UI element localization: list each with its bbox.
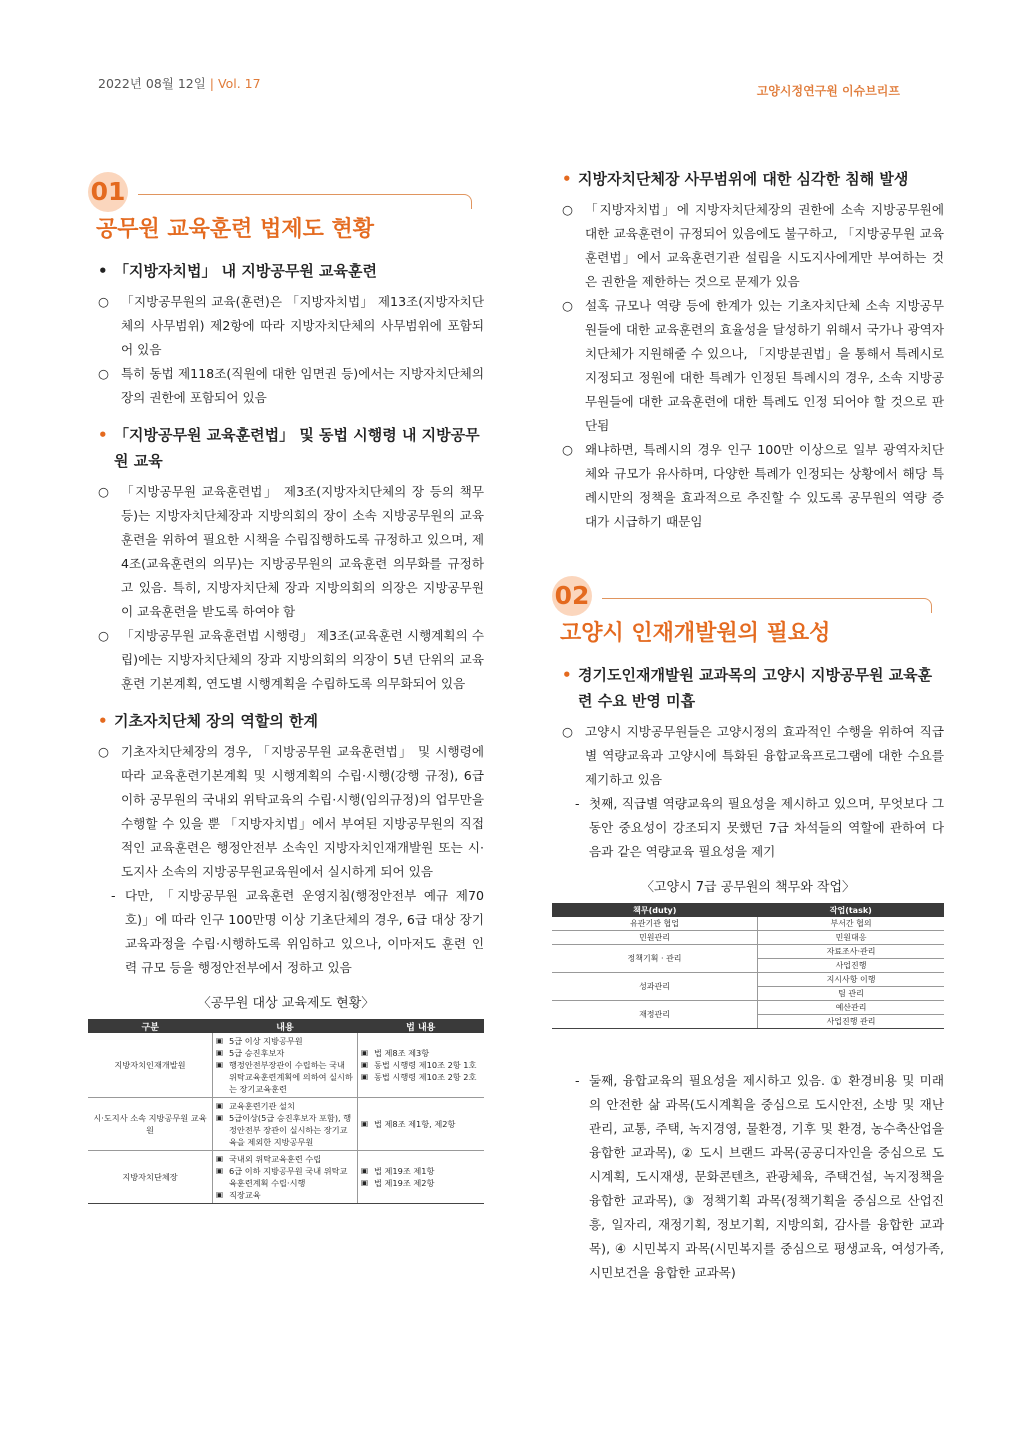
- table-cell: ▣ 법 제8조 제3항 ▣ 동법 시행령 제10조 2항 1호 ▣ 동법 시행령 제10조 2항 2호: [358, 1033, 485, 1098]
- section-2-rule: [602, 598, 924, 599]
- section-2-title: 고양시 인재개발원의 필요성: [560, 621, 831, 646]
- table-header: 작업(task): [758, 903, 944, 917]
- table-cell: 성과관리: [552, 973, 758, 1001]
- table-row: [552, 973, 944, 987]
- left-column: [88, 160, 484, 1204]
- bullet-heading-role-limits: • 기초자치단체 장의 역할의 한계: [98, 712, 319, 730]
- table-header: 책무(duty): [552, 903, 758, 917]
- table-cell: 지방자치단체장: [88, 1151, 213, 1204]
- table-cell: 팀 관리: [758, 987, 944, 1001]
- right-column: [552, 160, 944, 1285]
- table-cell: 지시사항 이행: [758, 973, 944, 987]
- paragraph: ○ 특히 동법 제118조(직원에 대한 임면권 등)에서는 지방자치단체의 장의 권한에 포함되어 있음: [98, 366, 484, 405]
- issue-info: [98, 74, 261, 92]
- paragraph: ○ 고양시 지방공무원들은 고양시정의 효과적인 수행을 위하여 직급별 역량교육과 고양시에 특화된 융합교육프로그램에 대한 수요를 제기하고 있음: [562, 724, 944, 787]
- table-row: [88, 1151, 484, 1204]
- paragraph: ○ 「지방공무원 교육훈련법 시행령」 제3조(교육훈련 시행계획의 수립)에는 지방자치단체의 장과 지방의회의 의장이 5년 단위의 교육훈련 기본계획, 연도별 시행계획을 수립하도록 의무화되어 있음: [98, 628, 484, 691]
- table-cell: 지방자치인재개발원: [88, 1033, 213, 1098]
- table-cell: 부서간 협의: [758, 917, 944, 931]
- duty-task-table: [552, 903, 944, 1029]
- section-1-number: 01: [88, 172, 128, 212]
- table-row: [88, 1098, 484, 1151]
- education-system-table: [88, 1019, 484, 1204]
- section-2-header: [552, 564, 944, 650]
- section-1-title: 공무원 교육훈련 법제도 현황: [96, 217, 375, 242]
- paragraph: ○ 「지방공무원 교육훈련법」 제3조(지방자치단체의 장 등의 책무 등)는 지방자치단체장과 지방의회의 장이 소속 지방공무원의 교육훈련을 위하여 필요한 시책을 수립집행하도록 규정하고 있으며, 제4조(교육훈련의 의무)는 지방공무원의 교육훈련 의무화를 규정하고 있음. 특히, 지방자치단체 장과 지방의회의 의장은 지방공무원이 교육훈련을 받도록 하여야 함: [98, 484, 484, 619]
- table-cell: 민원대응: [758, 931, 944, 945]
- section-1-header: [88, 160, 484, 246]
- table-header: 구분: [88, 1019, 213, 1033]
- table-row: [552, 1001, 944, 1015]
- paragraph: ○ 왜냐하면, 특례시의 경우 인구 100만 이상으로 일부 광역자치단체와 규모가 유사하며, 다양한 특례가 인정되는 상황에서 해당 특례시만의 정책을 효과적으로 추진할 수 있도록 공무원의 역량 증대가 시급하기 때문임: [562, 442, 944, 529]
- paragraph: ○ 「지방자치법」에 지방자치단체장의 권한에 소속 지방공무원에 대한 교육훈련이 규정되어 있음에도 불구하고, 「지방공무원 교육훈련법」에서 교육훈련기관 설립을 시도지사에게만 부여하는 것은 권한을 제한하는 것으로 문제가 있음: [562, 202, 944, 289]
- issue-volume: Vol. 17: [218, 76, 261, 91]
- table-cell: 민원관리: [552, 931, 758, 945]
- bullet-heading-training-act: • 「지방공무원 교육훈련법」 및 동법 시행령 내 지방공무원 교육: [98, 426, 480, 470]
- sub-paragraph: - 다만, 「지방공무원 교육훈련 운영지침(행정안전부 예규 제70호)」에 따라 인구 100만명 이상 기초단체의 경우, 6급 대상 장기교육과정을 수립·시행하도록 위임하고 있으나, 이마저도 훈련 인력 규모 등을 행정안전부에서 정하고 있음: [111, 888, 484, 975]
- section-2-number: 02: [552, 576, 592, 616]
- table-header: 법 내용: [358, 1019, 485, 1033]
- table-cell: 재정관리: [552, 1001, 758, 1029]
- paragraph: ○ 「지방공무원의 교육(훈련)은 「지방자치법」 제13조(지방자치단체의 사무범위) 제2항에 따라 지방자치단체의 사무범위에 포함되어 있음: [98, 294, 484, 357]
- table-cell: ▣ 5급 이상 지방공무원 ▣ 5급 승진후보자 ▣ 행정안전부장관이 수립하는 국내 위탁교육훈련계획에 의하여 실시하는 장기교육훈련: [213, 1033, 358, 1098]
- bullet-heading-infringement: • 지방자치단체장 사무범위에 대한 심각한 침해 발생: [562, 170, 909, 188]
- bullet-heading-demand: • 경기도인재개발원 교과목의 고양시 지방공무원 교육훈련 수요 반영 미흡: [562, 666, 933, 710]
- table-cell: 시·도지사 소속 지방공무원 교육원: [88, 1098, 213, 1151]
- table-cell: 사업진행: [758, 959, 944, 973]
- header-separator: |: [209, 76, 215, 91]
- table-row: [552, 931, 944, 945]
- table-caption: 〈공무원 대상 교육제도 현황〉: [197, 996, 375, 1011]
- table-cell: 사업진행 관리: [758, 1015, 944, 1029]
- sub-paragraph: - 첫째, 직급별 역량교육의 필요성을 제시하고 있으며, 무엇보다 그동안 중요성이 강조되지 못했던 7급 차석들의 역할에 관하여 다음과 같은 역량교육 필요성을 제기: [575, 796, 944, 859]
- paragraph: ○ 설혹 규모나 역량 등에 한계가 있는 기초자치단체 소속 지방공무원들에 대한 교육훈련의 효율성을 달성하기 위해서 국가나 광역자치단체가 지원해줄 수 있으나, 「지방분권법」을 통해서 특례시로 지정되고 정원에 대한 특례가 인정된 특례시의 경우, 소속 지방공무원들에 대한 교육훈련에 대한 특례도 인정 되어야 할 것으로 판단됨: [562, 298, 944, 433]
- table-cell: 정책기획 · 관리: [552, 945, 758, 973]
- table-row: [552, 917, 944, 931]
- bullet-heading-local-autonomy-act: • 「지방자치법」 내 지방공무원 교육훈련: [98, 262, 378, 280]
- table-header: 내용: [213, 1019, 358, 1033]
- table-cell: ▣ 법 제19조 제1항 ▣ 법 제19조 제2항: [358, 1151, 485, 1204]
- table-row: [552, 945, 944, 959]
- table-row: [88, 1033, 484, 1098]
- paragraph: ○ 기초자치단체장의 경우, 「지방공무원 교육훈련법」 및 시행령에 따라 교육훈련기본계획 및 시행계획의 수립·시행(강행 규정), 6급 이하 공무원의 국내외 위탁교육의 수립·시행(임의규정)의 업무만을 수행할 수 있을 뿐 「지방자치법」에서 부여된 지방공무원의 직접적인 교육훈련은 행정안전부 소속인 지방자치인재개발원 또는 시·도지사 소속의 지방공무원교육원에서 실시하게 되어 있음: [98, 744, 484, 879]
- table-cell: 예산관리: [758, 1001, 944, 1015]
- section-1-rule: [138, 194, 464, 195]
- table-cell: ▣ 교육훈련기관 설치 ▣ 5급이상(5급 승진후보자 포함), 행정안전부 장관이 실시하는 장기교육을 제외한 지방공무원: [213, 1098, 358, 1151]
- table-caption: 〈고양시 7급 공무원의 책무와 작업〉: [640, 880, 856, 895]
- table-cell: 자료조사·관리: [758, 945, 944, 959]
- sub-paragraph: - 둘째, 융합교육의 필요성을 제시하고 있음. ① 환경비용 및 미래의 안전한 삶 과목(도시계획을 중심으로 도시안전, 소방 및 재난관리, 교통, 주택, 녹지경영, 물환경, 기후 및 환경, 농수축산업을 융합한 교과목), ② 도시 브랜드 과목(공공디자인을 중심으로 도시계획, 도시재생, 문화콘텐츠, 관광체육, 주택건설, 녹지정책을 융합한 교과목), ③ 정책기획 과목(정책기획을 중심으로 산업진흥, 일자리, 재정기획, 정보기획, 지방의회, 감사를 융합한 교과목), ④ 시민복지 과목(시민복지를 중심으로 평생교육, 여성가족, 시민보건을 융합한 교과목): [575, 1073, 944, 1280]
- table-cell: ▣ 법 제8조 제1항, 제2항: [358, 1098, 485, 1151]
- page-header: [98, 74, 900, 98]
- issue-date: 2022년 08월 12일: [98, 76, 206, 91]
- table-cell: 유관기관 협업: [552, 917, 758, 931]
- publisher-name: 고양시정연구원 이슈브리프: [756, 84, 900, 98]
- table-cell: ▣ 국내외 위탁교육훈련 수립 ▣ 6급 이하 지방공무원 국내 위탁교육훈련계획 수립·시행 ▣ 직장교육: [213, 1151, 358, 1204]
